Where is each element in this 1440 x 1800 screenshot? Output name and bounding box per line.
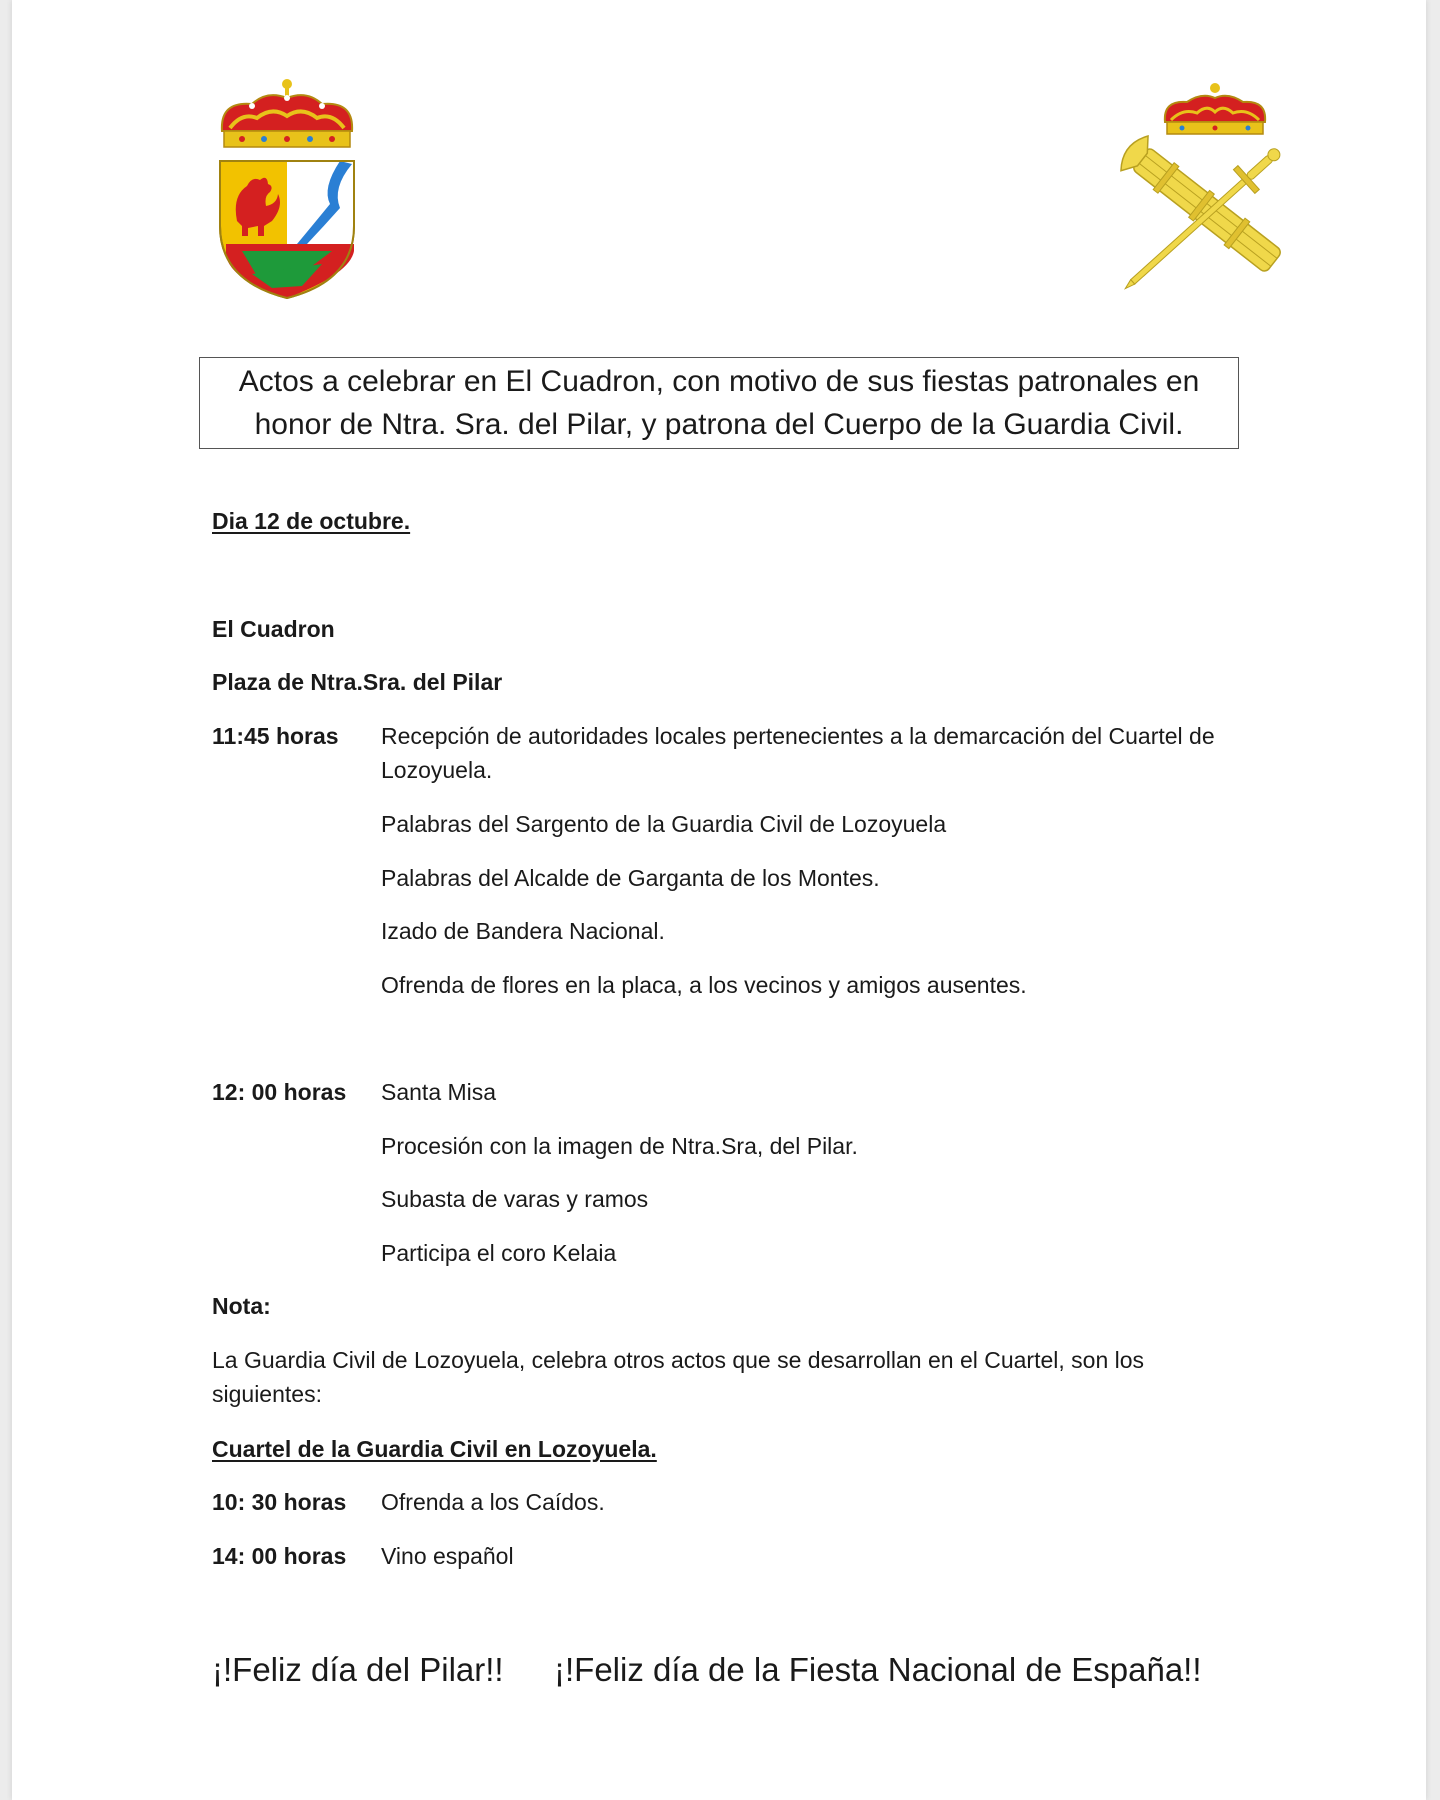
- date-heading: Dia 12 de octubre.: [212, 508, 411, 534]
- document-page: [12, 0, 1426, 1800]
- cuartel-event-2-desc: Vino español: [381, 1543, 514, 1569]
- block2-time: 12: 00 horas: [212, 1079, 347, 1105]
- block1-item-1: Recepción de autoridades locales pertenecientes a la demarcación del Cuartel de Lozoyuela.: [381, 723, 1215, 783]
- venue-label: Plaza de Ntra.Sra. del Pilar: [212, 669, 503, 695]
- block1-time: 11:45 horas: [212, 723, 339, 749]
- block2-item-4: Participa el coro Kelaia: [381, 1240, 617, 1266]
- block1-item-4: Izado de Bandera Nacional.: [381, 918, 665, 944]
- block1-item-2: Palabras del Sargento de la Guardia Civil de Lozoyuela: [381, 811, 947, 837]
- note-label: Nota:: [212, 1293, 271, 1319]
- el-cuadron-coat-of-arms-icon: [212, 76, 362, 301]
- document-title: Actos a celebrar en El Cuadron, con motivo de sus fiestas patronales en honor de Ntra. Sra. del Pilar, y patrona del Cuerpo de la Guardia Civil.: [238, 365, 1200, 441]
- location-label: El Cuadron: [212, 616, 335, 642]
- greeting-pilar: ¡!Feliz día del Pilar!!: [212, 1651, 504, 1688]
- block2-item-1: Santa Misa: [381, 1079, 497, 1105]
- block2-item-3: Subasta de varas y ramos: [381, 1186, 649, 1212]
- greeting-fiesta-nacional: ¡!Feliz día de la Fiesta Nacional de España!!: [554, 1651, 1202, 1688]
- document-title-box: [199, 357, 1239, 449]
- note-text: La Guardia Civil de Lozoyuela, celebra otros actos que se desarrollan en el Cuartel, son los siguientes:: [212, 1347, 1145, 1407]
- cuartel-heading: Cuartel de la Guardia Civil en Lozoyuela.: [212, 1436, 657, 1462]
- cuartel-event-1-desc: Ofrenda a los Caídos.: [381, 1489, 605, 1515]
- cuartel-event-1-time: 10: 30 horas: [212, 1489, 347, 1515]
- block2-item-2: Procesión con la imagen de Ntra.Sra, del Pilar.: [381, 1133, 858, 1159]
- guardia-civil-emblem-icon: [1107, 80, 1307, 300]
- block1-item-3: Palabras del Alcalde de Garganta de los Montes.: [381, 865, 880, 891]
- block1-item-5: Ofrenda de flores en la placa, a los vecinos y amigos ausentes.: [381, 972, 1027, 998]
- cuartel-event-2-time: 14: 00 horas: [212, 1543, 347, 1569]
